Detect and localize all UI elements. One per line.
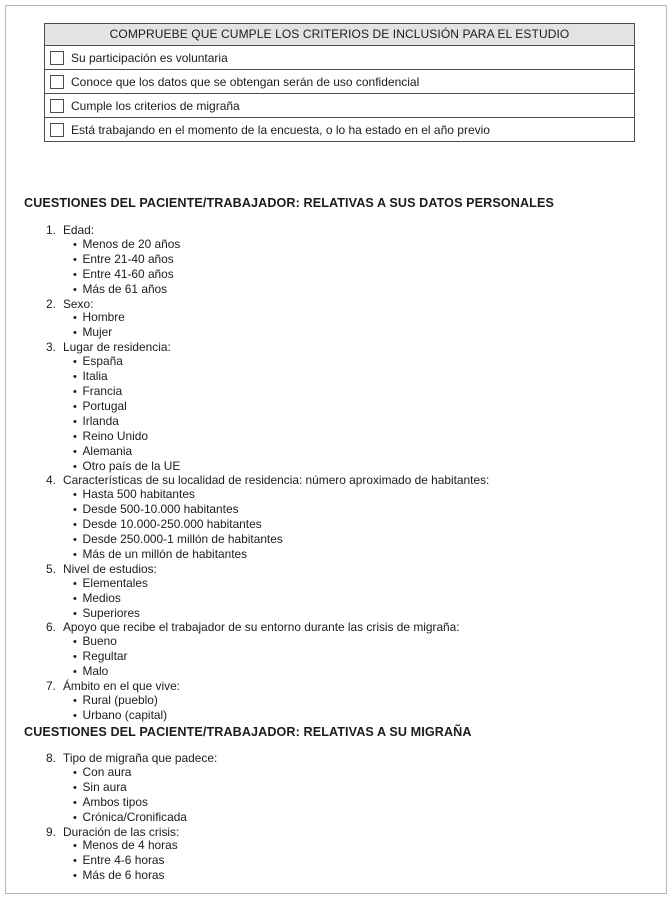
criteria-label: Cumple los criterios de migraña [71, 98, 240, 113]
option-label: Desde 250.000-1 millón de habitantes [82, 532, 283, 547]
bullet-icon: • [73, 855, 77, 868]
option-label: Desde 500-10.000 habitantes [82, 502, 239, 517]
bullet-icon: • [73, 489, 77, 502]
option-label: Irlanda [82, 413, 119, 428]
question [24, 680, 489, 694]
bullet-icon: • [73, 283, 77, 296]
answer-option [24, 607, 489, 622]
option-label: Elementales [82, 575, 148, 590]
question [24, 224, 489, 238]
question-label: Apoyo que recibe el trabajador de su entorno durante las crisis de migraña: [63, 620, 460, 635]
bullet-icon: • [73, 534, 77, 547]
question [24, 474, 489, 488]
criteria-row [45, 46, 634, 70]
bullet-icon: • [73, 327, 77, 340]
option-label: Más de un millón de habitantes [82, 546, 248, 561]
bullet-icon: • [73, 607, 77, 620]
option-label: Menos de 4 horas [82, 838, 178, 853]
question-number: 2. [46, 296, 56, 311]
bullet-icon: • [73, 651, 77, 664]
answer-option [24, 460, 489, 475]
bullet-icon: • [73, 312, 77, 325]
inclusion-criteria-table [44, 23, 635, 142]
question-number: 5. [46, 561, 56, 576]
bullet-icon: • [73, 268, 77, 281]
option-label: Alemania [82, 443, 133, 458]
answer-option [24, 503, 489, 518]
bullet-icon: • [73, 356, 77, 369]
option-label: Más de 6 horas [82, 868, 165, 883]
bullet-icon: • [73, 709, 77, 722]
question [24, 752, 217, 766]
question-label: Duración de las crisis: [63, 824, 180, 839]
section-title-datos-personales: CUESTIONES DEL PACIENTE/TRABAJADOR: RELATIVAS A SUS DATOS PERSONALES [24, 196, 554, 210]
option-label: Desde 10.000-250.000 habitantes [82, 517, 262, 532]
bullet-icon: • [73, 766, 77, 779]
criteria-row [45, 118, 634, 141]
answer-option [24, 665, 489, 680]
bullet-icon: • [73, 796, 77, 809]
answer-option [24, 518, 489, 533]
option-label: Medios [82, 590, 121, 605]
answer-option [24, 355, 489, 370]
inclusion-criteria-header: COMPRUEBE QUE CUMPLE LOS CRITERIOS DE INCLUSIÓN PARA EL ESTUDIO [45, 24, 634, 46]
question-number: 3. [46, 340, 56, 355]
answer-option [24, 548, 489, 563]
question-list-migrana [24, 752, 217, 884]
question-label: Lugar de residencia: [63, 340, 171, 355]
criteria-label: Está trabajando en el momento de la encuesta, o lo ha estado en el año previo [71, 122, 490, 137]
question-list-datos-personales [24, 224, 489, 724]
criteria-row [45, 94, 634, 118]
option-label: Más de 61 años [82, 281, 168, 296]
option-label: España [82, 354, 123, 369]
question [24, 298, 489, 312]
bullet-icon: • [73, 666, 77, 679]
option-label: Regultar [82, 649, 128, 664]
bullet-icon: • [73, 695, 77, 707]
option-label: Crónica/Cronificada [82, 809, 187, 824]
question-label: Tipo de migraña que padece: [63, 751, 218, 765]
bullet-icon: • [73, 238, 77, 251]
question-number: 6. [46, 620, 56, 635]
bullet-icon: • [73, 385, 77, 398]
question [24, 826, 217, 840]
question [24, 341, 489, 355]
option-label: Urbano (capital) [82, 707, 168, 722]
option-label: Entre 41-60 años [82, 266, 174, 281]
question-number: 8. [46, 751, 56, 765]
question-label: Ámbito en el que vive: [63, 679, 180, 694]
bullet-icon: • [73, 840, 77, 853]
option-label: Francia [82, 383, 123, 398]
criteria-row [45, 70, 634, 94]
bullet-icon: • [73, 592, 77, 605]
bullet-icon: • [73, 253, 77, 266]
bullet-icon: • [73, 781, 77, 794]
answer-option [24, 238, 489, 253]
answer-option [24, 370, 489, 385]
bullet-icon: • [73, 519, 77, 532]
option-label: Reino Unido [82, 428, 148, 443]
answer-option [24, 694, 489, 709]
question-number: 7. [46, 679, 56, 694]
option-label: Hombre [82, 310, 125, 325]
answer-option [24, 811, 217, 826]
option-label: Italia [82, 369, 108, 384]
question-number: 1. [46, 223, 56, 237]
bullet-icon: • [73, 636, 77, 649]
answer-option [24, 283, 489, 298]
bullet-icon: • [73, 460, 77, 473]
answer-option [24, 854, 217, 869]
checkbox[interactable] [50, 51, 64, 65]
option-label: Entre 4-6 horas [82, 853, 165, 868]
answer-option [24, 635, 489, 650]
answer-option [24, 445, 489, 460]
option-label: Ambos tipos [82, 794, 148, 809]
answer-option [24, 400, 489, 415]
bullet-icon: • [73, 445, 77, 458]
checkbox[interactable] [50, 75, 64, 89]
option-label: Sin aura [82, 779, 127, 794]
option-label: Portugal [82, 398, 127, 413]
answer-option [24, 326, 489, 341]
option-label: Otro país de la UE [82, 458, 181, 473]
question-number: 4. [46, 473, 56, 488]
answer-option [24, 796, 217, 811]
answer-option [24, 253, 489, 268]
bullet-icon: • [73, 415, 77, 428]
answer-option [24, 385, 489, 400]
bullet-icon: • [73, 430, 77, 443]
answer-option [24, 592, 489, 607]
answer-option [24, 869, 217, 884]
answer-option [24, 839, 217, 854]
option-label: Malo [82, 664, 109, 679]
question-label: Nivel de estudios: [63, 561, 157, 576]
bullet-icon: • [73, 371, 77, 384]
answer-option [24, 781, 217, 796]
criteria-label: Su participación es voluntaria [71, 50, 228, 65]
question-label: Características de su localidad de residencia: número aproximado de habitantes: [63, 473, 490, 488]
question [24, 563, 489, 577]
answer-option [24, 430, 489, 445]
bullet-icon: • [73, 504, 77, 517]
option-label: Bueno [82, 634, 117, 649]
answer-option [24, 766, 217, 781]
bullet-icon: • [73, 811, 77, 824]
option-label: Con aura [82, 764, 132, 779]
answer-option [24, 650, 489, 665]
bullet-icon: • [73, 548, 77, 561]
option-label: Hasta 500 habitantes [82, 487, 195, 502]
criteria-label: Conoce que los datos que se obtengan serán de uso confidencial [71, 74, 420, 89]
question-number: 9. [46, 824, 56, 839]
answer-option [24, 577, 489, 592]
bullet-icon: • [73, 400, 77, 413]
question [24, 621, 489, 635]
checkbox[interactable] [50, 99, 64, 113]
answer-option [24, 533, 489, 548]
checkbox[interactable] [50, 123, 64, 137]
bullet-icon: • [73, 870, 77, 883]
answer-option [24, 488, 489, 503]
answer-option [24, 268, 489, 283]
answer-option [24, 311, 489, 326]
section-title-migrana: CUESTIONES DEL PACIENTE/TRABAJADOR: RELATIVAS A SU MIGRAÑA [24, 725, 472, 739]
option-label: Menos de 20 años [82, 236, 181, 251]
bullet-icon: • [73, 577, 77, 590]
answer-option [24, 709, 489, 724]
option-label: Rural (pueblo) [82, 693, 158, 707]
answer-option [24, 415, 489, 430]
question-label: Edad: [63, 223, 95, 237]
question-label: Sexo: [63, 296, 94, 311]
option-label: Entre 21-40 años [82, 251, 174, 266]
option-label: Mujer [82, 325, 113, 340]
option-label: Superiores [82, 605, 141, 620]
